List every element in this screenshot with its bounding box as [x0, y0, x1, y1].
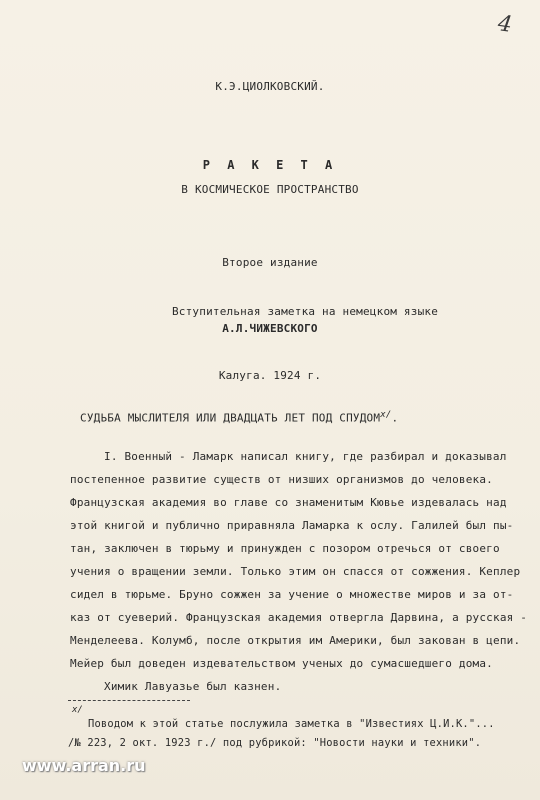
- intro-author: А.Л.ЧИЖЕВСКОГО: [222, 322, 318, 335]
- footnote-line: Поводом к этой статье послужила заметка в "Известиях Ц.И.К."...: [88, 718, 495, 730]
- body-line: каз от суеверий. Французская академия отвергла Дарвина, а русская -: [70, 611, 528, 624]
- body-line: Французская академия во главе со знаменитым Кювье издевалась над: [70, 496, 507, 509]
- body-line: Менделеева. Колумб, после открытия им Америки, был закован в цепи.: [70, 634, 521, 647]
- page-number: 4: [496, 11, 514, 38]
- edition-label: Второе издание: [222, 256, 318, 269]
- body-line: сидел в тюрьме. Бруно сожжен за учение о множестве миров и за от-: [70, 588, 514, 601]
- document-title: Р А К Е Т А: [202, 158, 338, 172]
- body-line: учения о вращении земли. Только этим он спасся от сожжения. Кеплер: [70, 565, 521, 578]
- document-subtitle: В КОСМИЧЕСКОЕ ПРОСТРАНСТВО: [181, 183, 359, 196]
- body-line: Химик Лавуазье был казнен.: [104, 680, 282, 693]
- section-heading: [80, 410, 398, 425]
- section-heading-end: .: [391, 411, 399, 425]
- body-line: тан, заключен в тюрьму и принужден с позором отречься от своего: [70, 542, 500, 555]
- site-watermark: www.arran.ru: [22, 756, 146, 775]
- author-name: К.Э.ЦИОЛКОВСКИЙ.: [215, 80, 325, 93]
- body-line: I. Военный - Ламарк написал книгу, где разбирал и доказывал: [104, 450, 507, 463]
- section-heading-text: СУДЬБА МЫСЛИТЕЛЯ ИЛИ ДВАДЦАТЬ ЛЕТ ПОД СПУДОМ: [80, 411, 381, 425]
- intro-note-line: Вступительная заметка на немецком языке: [171, 305, 439, 318]
- body-line: Мейер был доведен издевательством ученых до сумасшедшего дома.: [70, 657, 493, 670]
- footnote-line: /№ 223, 2 окт. 1923 г./ под рубрикой: "Новости науки и техники".: [68, 737, 482, 749]
- footnote-reference: x/: [380, 410, 392, 420]
- body-line: этой книгой и публично приравняла Ламарка к ослу. Галилей был пы-: [70, 519, 514, 532]
- place-date: Калуга. 1924 г.: [218, 369, 322, 382]
- footnote-mark: x/: [72, 705, 83, 715]
- footnote-divider: [68, 700, 190, 701]
- body-line: постепенное развитие существ от низших организмов до человека.: [70, 473, 493, 486]
